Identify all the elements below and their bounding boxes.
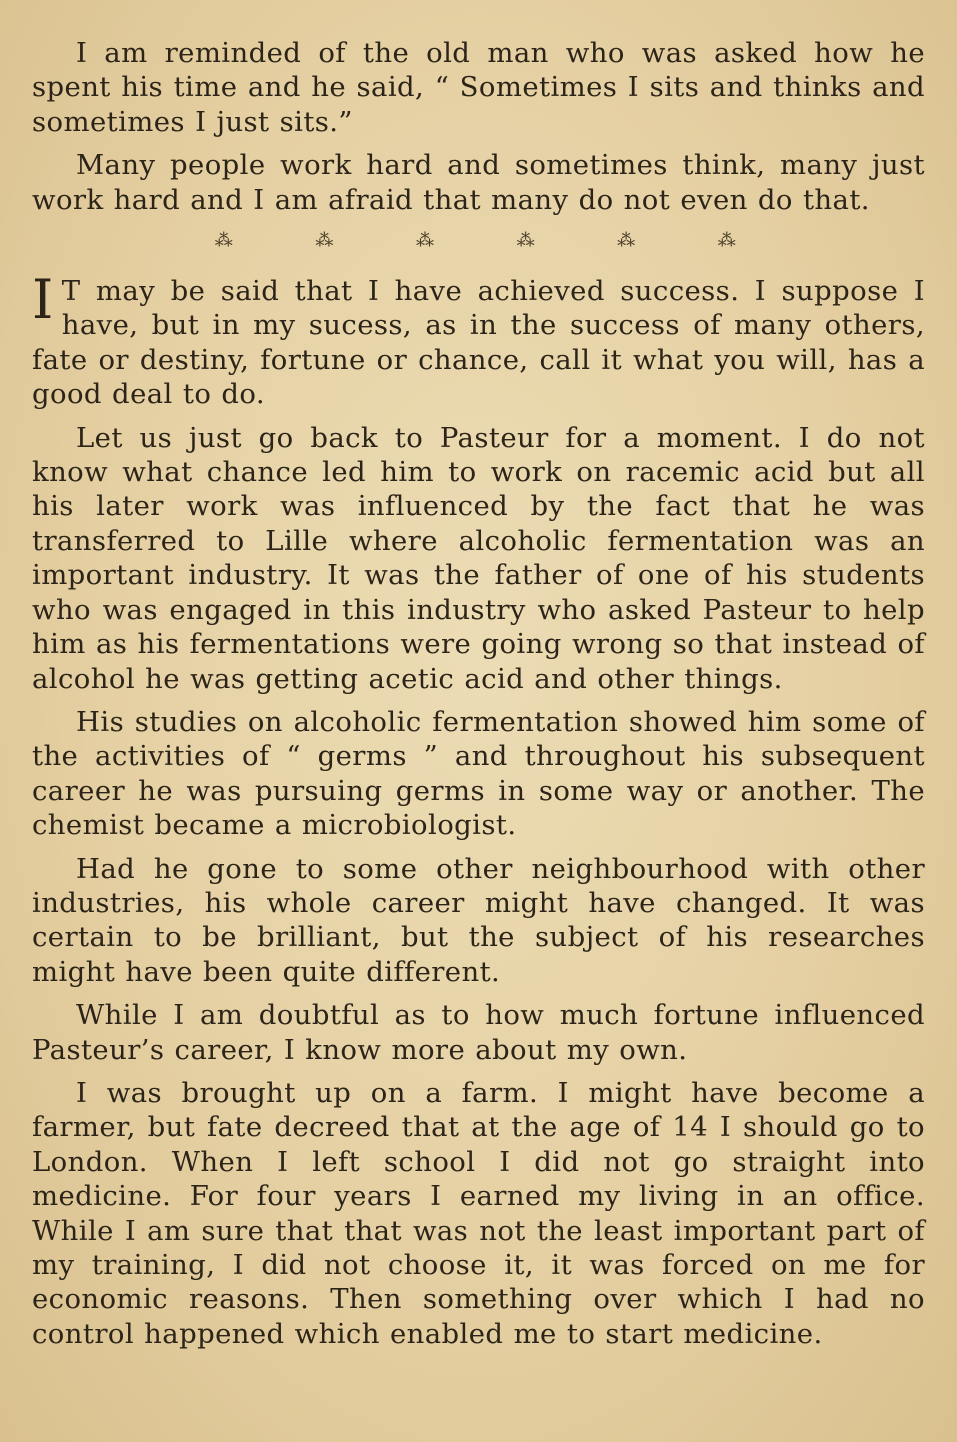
paragraph-neighbourhood: Had he gone to some other neighbourhood with other industries, his whole career might have changed. It was certain to be brilliant, but the subject of his researches might have been quite different. xyxy=(32,852,925,988)
paragraph-success xyxy=(32,268,925,412)
separator-star-icon: ⁂ xyxy=(415,230,435,252)
paragraph-fermentation: His studies on alcoholic fermentation showed him some of the activities of “ germs ” and throughout his subsequent career he was pursuing germs in some way or another. The chemist became a microbiologist. xyxy=(32,705,925,842)
separator-star-icon: ⁂ xyxy=(717,230,737,252)
drop-cap-initial: I xyxy=(32,268,54,332)
paragraph-old-man: I am reminded of the old man who was asked how he spent his time and he said, “ Sometimes I sits and thinks and sometimes I just sits.” xyxy=(32,37,925,138)
separator-star-icon: ⁂ xyxy=(315,230,334,252)
paragraph-farm: I was brought up on a farm. I might have become a farmer, but fate decreed that at the age of 14 I should go to London. When I left school I did not go straight into medicine. For four years I earned my living in an office. While I am sure that that was not the least important part of my training, I did not choose it, it was forced on me for economic reasons. Then something over which I had no control happened which enabled me to start medicine. xyxy=(32,1076,925,1350)
separator-star-icon: ⁂ xyxy=(516,230,535,252)
paragraph-work-hard: Many people work hard and sometimes think, many just work hard and I am afraid that many do not even do that. xyxy=(32,149,925,216)
separator-star-icon: ⁂ xyxy=(214,230,234,252)
separator-star-icon: ⁂ xyxy=(617,230,636,252)
paragraph-pasteur: Let us just go back to Pasteur for a moment. I do not know what chance led him to work on racemic acid but all his later work was influenced by the fact that he was transferred to Lille where alcoholic fermentation was an important industry. It was the father of one of his students who was engaged in this industry who asked Pasteur to help him as his fermentations were going wrong so that instead of alcohol he was getting acetic acid and other things. xyxy=(32,421,925,695)
paragraph-success-text: T may be said that I have achieved success. I suppose I have, but in my sucess, as in the success of many others, fate or destiny, fortune or chance, call it what you will, has a good deal to do. xyxy=(32,275,925,411)
paragraph-fortune: While I am doubtful as to how much fortune influenced Pasteur’s career, I know more about my own. xyxy=(32,999,925,1066)
section-separator xyxy=(32,224,925,258)
